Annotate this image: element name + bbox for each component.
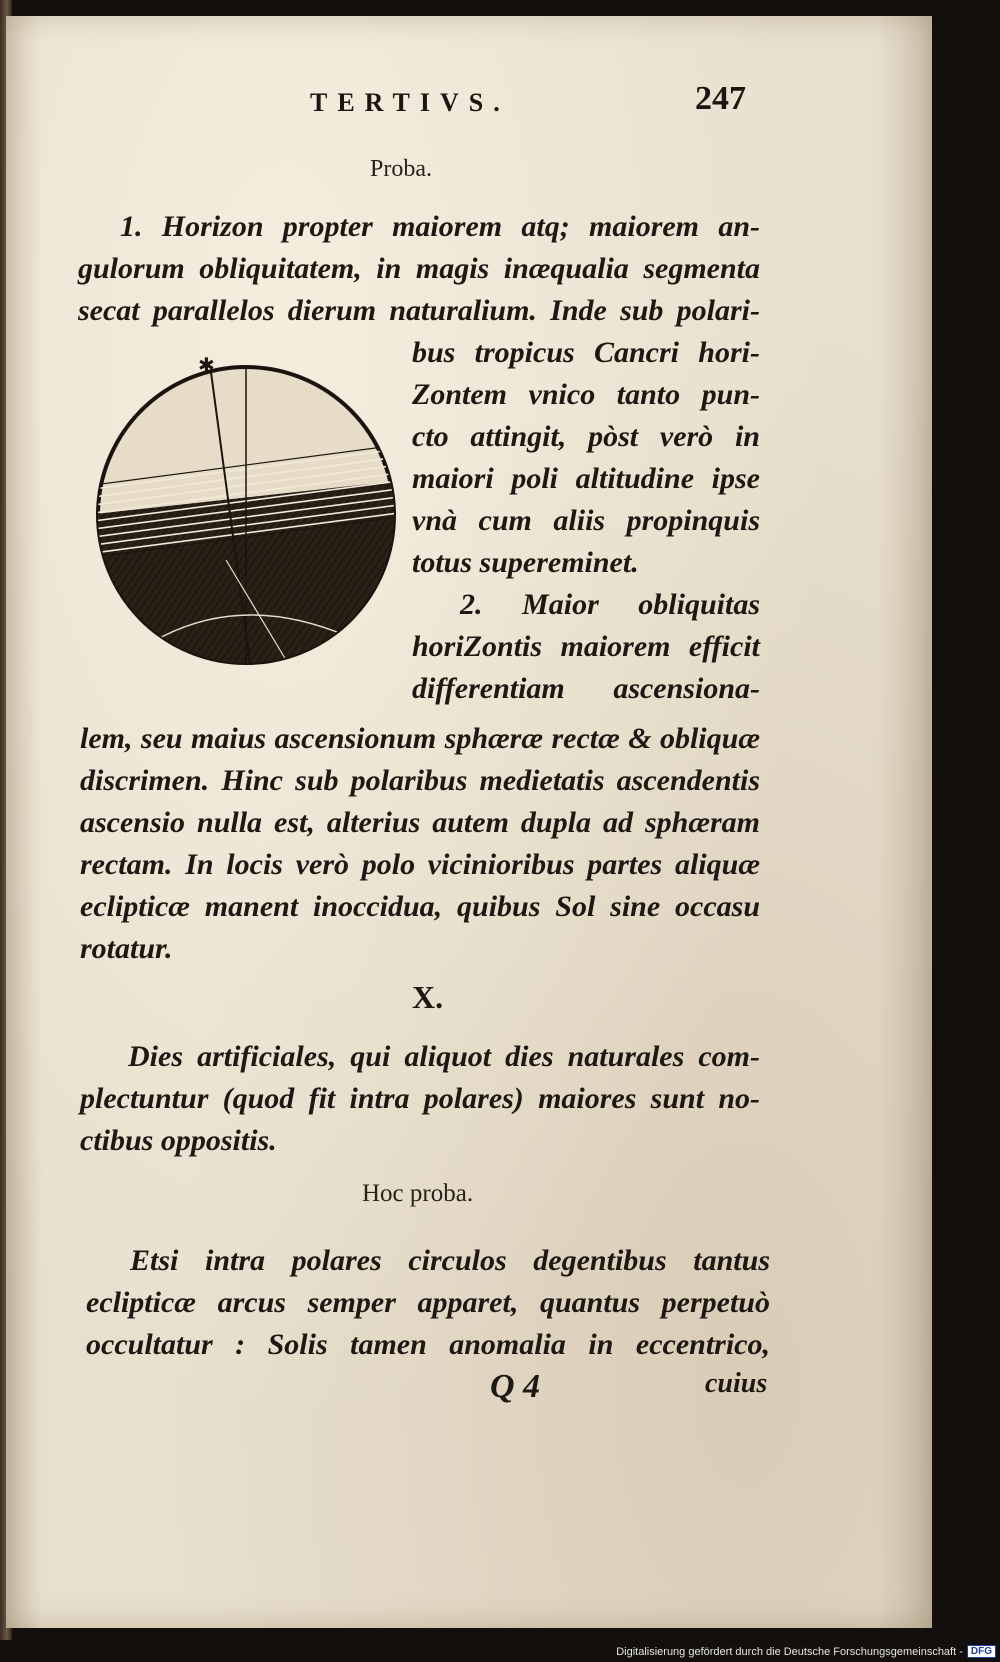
- text-line: bus tropicus Cancri hori-: [412, 336, 760, 369]
- text-line: Etsi intra polares circulos degentibus tantus: [130, 1244, 770, 1277]
- page-number: 247: [695, 80, 746, 117]
- text-line: Dies artificiales, qui aliquot dies naturales com-: [128, 1040, 760, 1073]
- text-line: lem, seu maius ascensionum sphæræ rectæ & obliquæ: [80, 722, 760, 755]
- text-line: eclipticæ manent inoccidua, quibus Sol sine occasu: [80, 890, 760, 923]
- text-line: differentiam ascensiona-: [412, 672, 760, 705]
- text-line: ctibus oppositis.: [80, 1124, 277, 1157]
- text-line: 1. Horizon propter maiorem atq; maiorem an-: [120, 210, 760, 243]
- text-line: rotatur.: [80, 932, 173, 965]
- svg-text:✱: ✱: [198, 353, 215, 377]
- text-line: discrimen. Hinc sub polaribus medietatis ascendentis: [80, 764, 760, 797]
- text-line: maiori poli altitudine ipse: [412, 462, 760, 495]
- text-line: ascensio nulla est, alterius autem dupla ad sphæram: [80, 806, 760, 839]
- text-line: eclipticæ arcus semper apparet, quantus perpetuò: [86, 1286, 770, 1319]
- text-line: rectam. In locis verò polo vicinioribus partes aliquæ: [80, 848, 760, 881]
- text-line: cto attingit, pòst verò in: [412, 420, 760, 453]
- horizon-sphere-woodcut: [86, 340, 406, 680]
- text-line: secat parallelos dierum naturalium. Inde sub polari-: [78, 294, 760, 327]
- running-head: TERTIVS.: [310, 88, 510, 117]
- text-line: 2. Maior obliquitas: [460, 588, 760, 621]
- text-line: horiZontis maiorem efficit: [412, 630, 760, 663]
- digitization-footer: [616, 1645, 996, 1658]
- text-line: totus supereminet.: [412, 546, 639, 579]
- dfg-logo: DFG: [967, 1645, 996, 1658]
- signature-mark: Q 4: [490, 1368, 541, 1405]
- hoc-proba-heading: Hoc proba.: [362, 1180, 474, 1207]
- text-line: plectuntur (quod fit intra polares) maiores sunt no-: [80, 1082, 760, 1115]
- text-line: occultatur : Solis tamen anomalia in eccentrico,: [86, 1328, 770, 1361]
- catchword: cuius: [705, 1368, 768, 1399]
- text-line: gulorum obliquitatem, in magis inæqualia segmenta: [78, 252, 760, 285]
- text-line: Zontem vnico tanto pun-: [412, 378, 760, 411]
- proba-heading: Proba.: [370, 156, 432, 182]
- section-numeral: X.: [412, 979, 444, 1015]
- text-line: vnà cum aliis propinquis: [412, 504, 760, 537]
- footer-credit-text: Digitalisierung gefördert durch die Deutsche Forschungsgemeinschaft -: [616, 1645, 963, 1658]
